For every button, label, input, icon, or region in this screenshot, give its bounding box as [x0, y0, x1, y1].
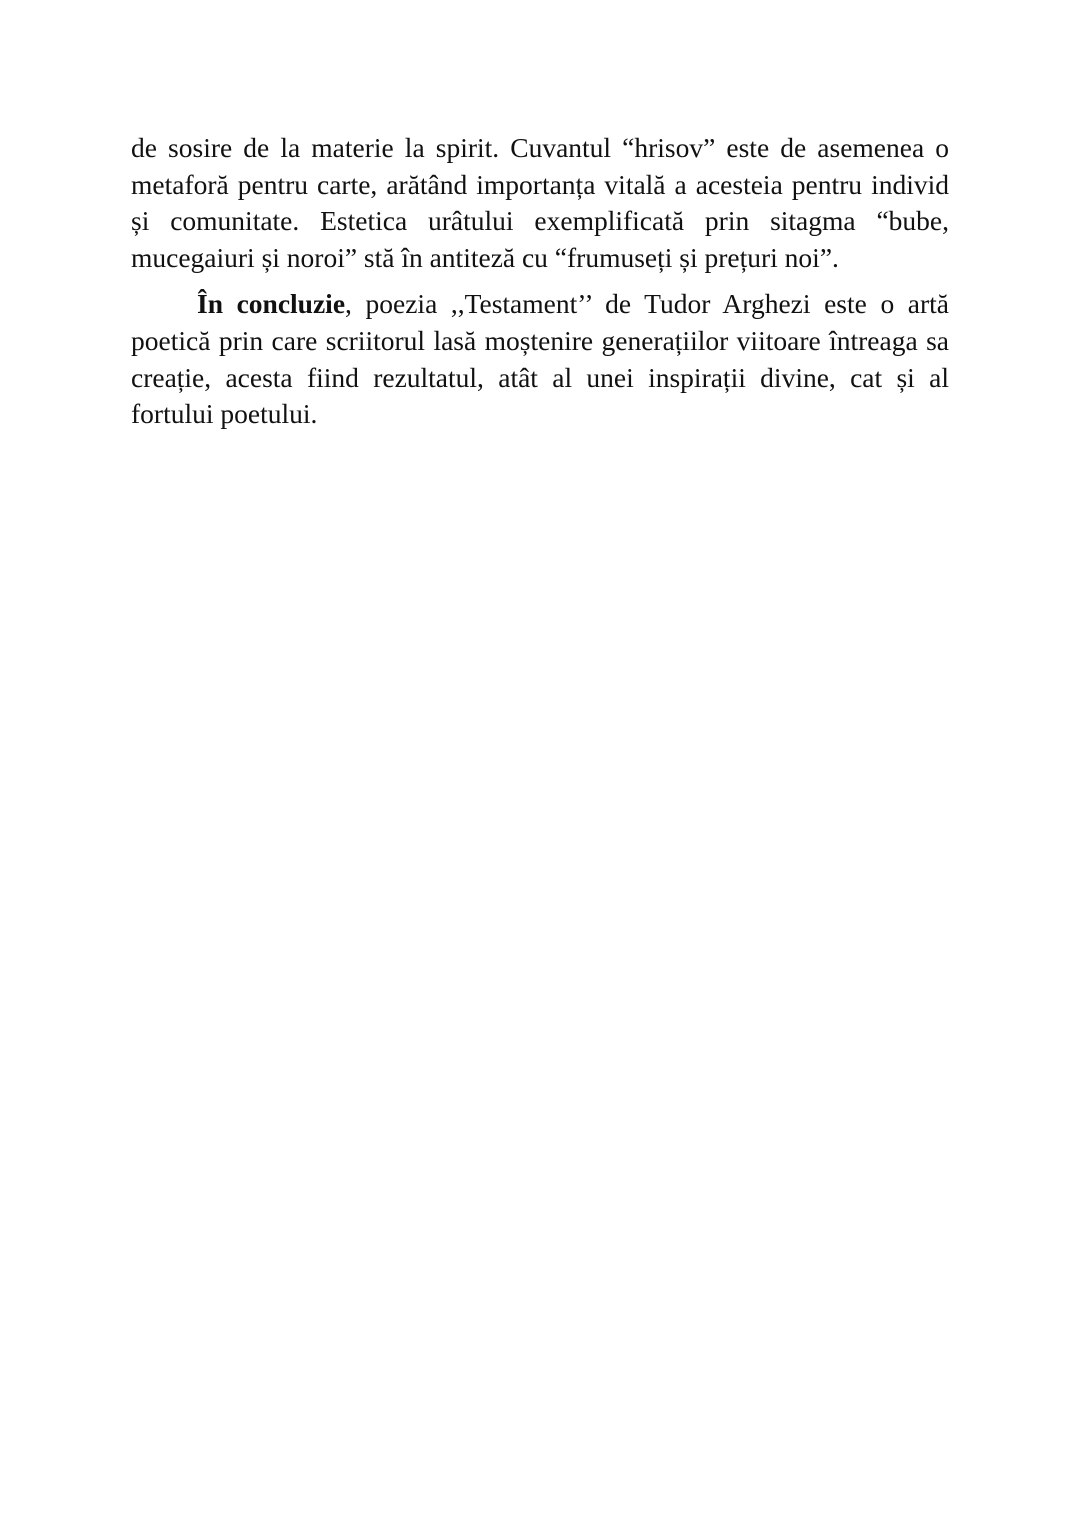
paragraph-conclusion	[131, 286, 949, 432]
paragraph-continuation	[131, 130, 949, 276]
conclusion-lead: În concluzie	[197, 288, 346, 320]
paragraph-text: , poezia ,,Testament’’ de Tudor Arghezi este o artă poetică prin care scriitorul lasă moștenire generațiilor viitoare întreaga sa creație, acesta fiind rezultatul, atât al unei inspirații divine, cat și al fortului poetului.	[131, 288, 949, 430]
paragraph-text: de sosire de la materie la spirit. Cuvantul “hrisov” este de asemenea o metaforă pentru carte, arătând importanța vitală a acesteia pentru individ și comunitate. Estetica urâtului exemplificată prin sitagma “bube, mucegaiuri și noroi” stă în antiteză cu “frumuseți și prețuri noi”.	[131, 132, 949, 273]
document-page	[131, 130, 949, 433]
